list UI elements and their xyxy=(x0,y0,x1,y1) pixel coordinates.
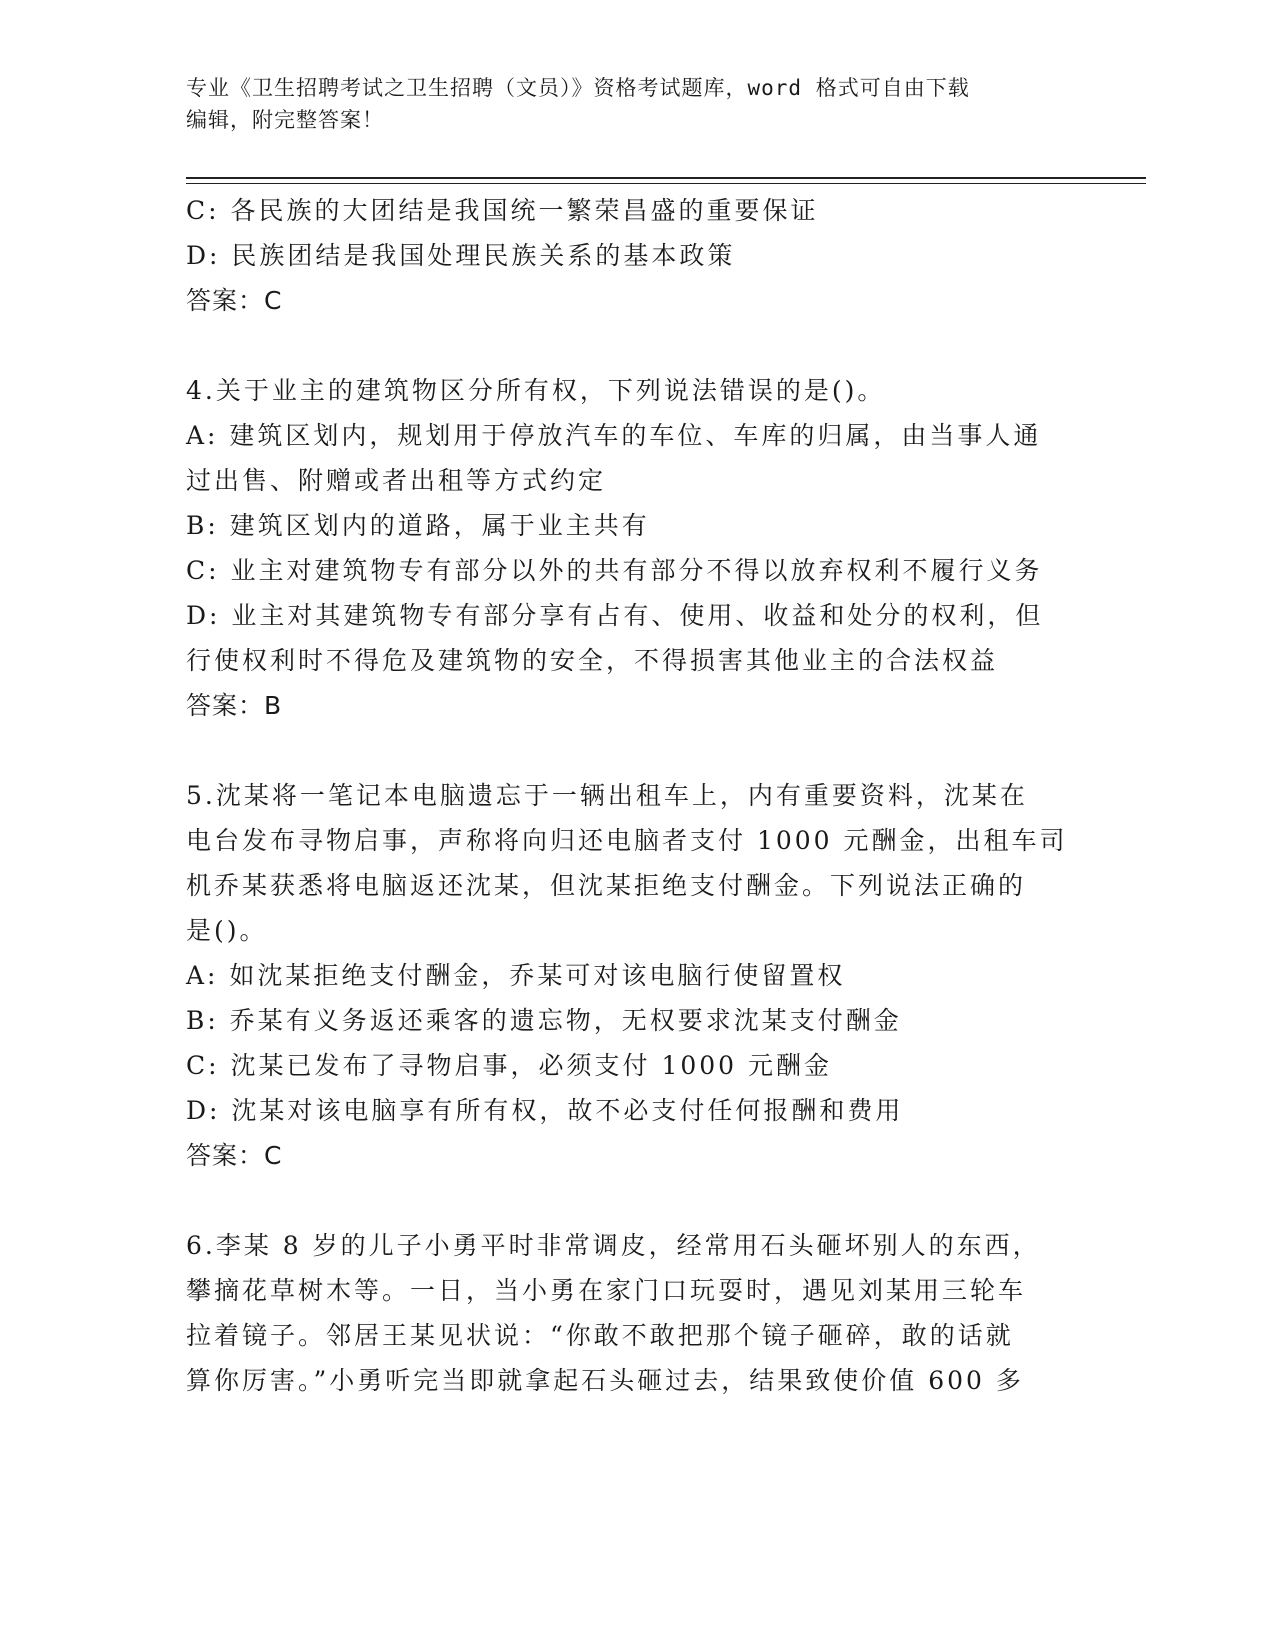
q5-option-a: A: 如沈某拒绝支付酬金，乔某可对该电脑行使留置权 xyxy=(186,961,846,990)
header-line-2: 编辑，附完整答案！ xyxy=(186,108,384,132)
q5-stem-line-1: 5.沈某将一笔记本电脑遗忘于一辆出租车上，内有重要资料，沈某在 xyxy=(186,781,1028,810)
q4-option-d-line-2: 行使权利时不得危及建筑物的安全，不得损害其他业主的合法权益 xyxy=(186,646,999,675)
q4-option-a-line-2: 过出售、附赠或者出租等方式约定 xyxy=(186,466,607,495)
header-divider-thick xyxy=(186,177,1146,179)
q5-stem-line-4: 是()。 xyxy=(186,916,268,945)
header-line-1: 专业《卫生招聘考试之卫生招聘（文员）》资格考试题库，word 格式可自由下载 xyxy=(186,76,970,100)
q4-option-a-line-1: A: 建筑区划内，规划用于停放汽车的车位、车库的归属，由当事人通 xyxy=(186,421,1042,450)
q5-answer: 答案：C xyxy=(186,1141,283,1170)
q4-stem: 4.关于业主的建筑物区分所有权，下列说法错误的是()。 xyxy=(186,376,886,405)
header-divider-thin xyxy=(186,183,1146,184)
q6-stem-line-1: 6.李某 8 岁的儿子小勇平时非常调皮，经常用石头砸坏别人的东西， xyxy=(186,1231,1041,1260)
q6-stem-line-2: 攀摘花草树木等。一日，当小勇在家门口玩耍时，遇见刘某用三轮车 xyxy=(186,1276,1027,1305)
question-spacer xyxy=(186,728,1086,773)
question-spacer xyxy=(186,1178,1086,1223)
q4-option-c: C: 业主对建筑物专有部分以外的共有部分不得以放弃权利不履行义务 xyxy=(186,556,1043,585)
q4-option-d-line-1: D: 业主对其建筑物专有部分享有占有、使用、收益和处分的权利，但 xyxy=(186,601,1044,630)
q5-option-b: B: 乔某有义务返还乘客的遗忘物，无权要求沈某支付酬金 xyxy=(186,1006,902,1035)
q4-option-b: B: 建筑区划内的道路，属于业主共有 xyxy=(186,511,650,540)
q3-answer: 答案：C xyxy=(186,286,283,315)
q3-option-c: C: 各民族的大团结是我国统一繁荣昌盛的重要保证 xyxy=(186,196,819,225)
q5-option-c: C: 沈某已发布了寻物启事，必须支付 1000 元酬金 xyxy=(186,1051,833,1080)
document-header xyxy=(186,72,1066,136)
q4-answer: 答案：B xyxy=(186,691,283,720)
q5-stem-line-3: 机乔某获悉将电脑返还沈某，但沈某拒绝支付酬金。下列说法正确的 xyxy=(186,871,1027,900)
question-spacer xyxy=(186,323,1086,368)
q5-option-d: D: 沈某对该电脑享有所有权，故不必支付任何报酬和费用 xyxy=(186,1096,904,1125)
q6-stem-line-4: 算你厉害。”小勇听完当即就拿起石头砸过去，结果致使价值 600 多 xyxy=(186,1366,1024,1395)
q6-stem-line-3: 拉着镜子。邻居王某见状说：“你敢不敢把那个镜子砸碎，敢的话就 xyxy=(186,1321,1014,1350)
q3-option-d: D: 民族团结是我国处理民族关系的基本政策 xyxy=(186,241,736,270)
q5-stem-line-2: 电台发布寻物启事，声称将向归还电脑者支付 1000 元酬金，出租车司 xyxy=(186,826,1068,855)
question-content xyxy=(186,188,1086,1403)
